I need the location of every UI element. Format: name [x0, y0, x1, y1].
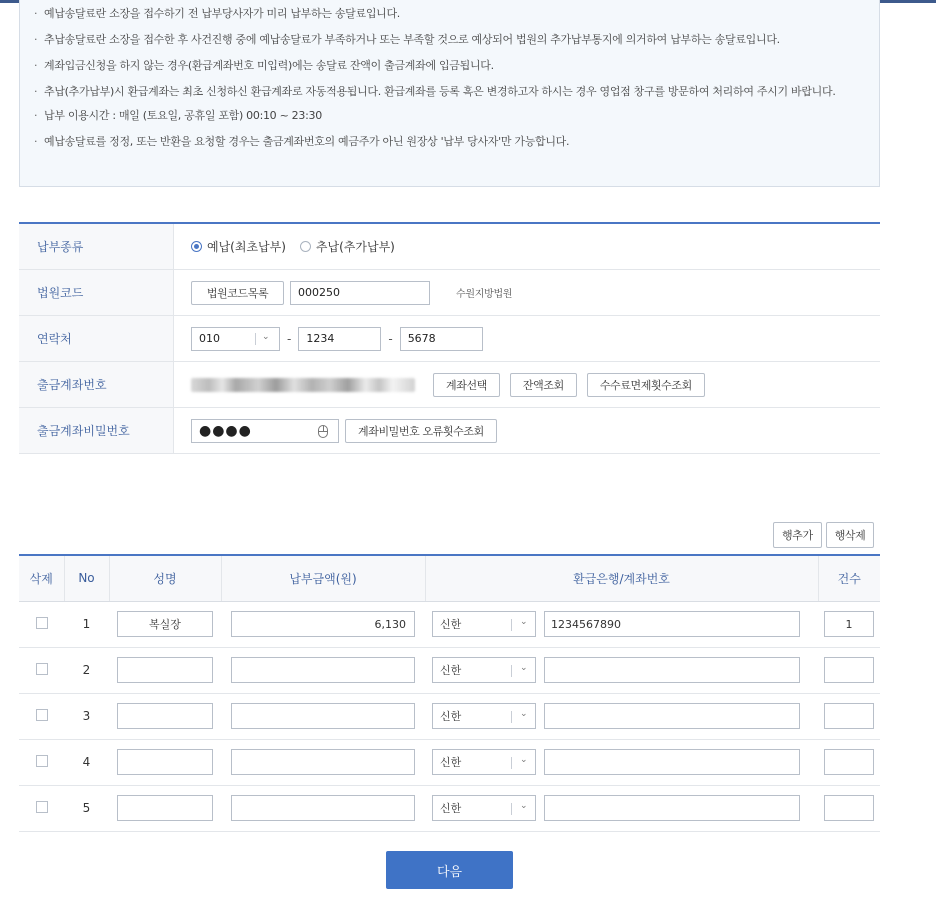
amount-input[interactable] — [231, 795, 415, 821]
bank-value: 신한 — [440, 710, 462, 723]
notice-box — [19, 0, 880, 187]
phone-dash: - — [287, 331, 292, 346]
radio-additional-pay[interactable] — [300, 238, 395, 255]
phone-middle-input[interactable]: 1234 — [298, 327, 381, 351]
row-action-buttons — [773, 522, 874, 548]
court-name: 수원지방법원 — [456, 289, 513, 300]
count-input[interactable]: 1 — [824, 611, 874, 637]
refund-account-input[interactable] — [544, 749, 800, 775]
select-divider — [511, 803, 512, 815]
payment-form — [19, 222, 880, 454]
chevron-down-icon: ⌄ — [520, 801, 528, 811]
name-input[interactable] — [117, 657, 213, 683]
add-row-button[interactable]: 행추가 — [773, 522, 822, 548]
form-row-account-password — [19, 408, 880, 454]
name-input[interactable] — [117, 703, 213, 729]
row-delete-checkbox[interactable] — [36, 801, 48, 813]
select-divider — [511, 757, 512, 769]
withdraw-account-label: 출금계좌번호 — [19, 362, 174, 407]
select-divider — [511, 711, 512, 723]
header-count: 건수 — [818, 555, 880, 601]
select-divider — [511, 665, 512, 677]
fee-exemption-button[interactable]: 수수료면제횟수조회 — [587, 373, 705, 397]
chevron-down-icon: ⌄ — [520, 755, 528, 765]
row-delete-checkbox[interactable] — [36, 663, 48, 675]
name-input[interactable] — [117, 749, 213, 775]
bank-value: 신한 — [440, 756, 462, 769]
notice-item: · 추납송달료란 소장을 접수한 후 사건진행 중에 예납송달료가 부족하거나 또는 부족할 것으로 예상되어 법원의 추가납부통지에 의거하여 납부하는 송달료입니다. — [34, 32, 879, 48]
form-row-payment-type — [19, 224, 880, 270]
password-error-count-button[interactable]: 계좌비밀번호 오류횟수조회 — [345, 419, 497, 443]
amount-input[interactable]: 6,130 — [231, 611, 415, 637]
row-delete-checkbox[interactable] — [36, 755, 48, 767]
chevron-down-icon: ⌄ — [520, 617, 528, 627]
bank-select[interactable] — [432, 657, 536, 683]
select-divider — [255, 333, 256, 345]
amount-input[interactable] — [231, 749, 415, 775]
table-row — [19, 693, 880, 739]
row-number: 4 — [64, 739, 109, 785]
bank-select[interactable] — [432, 795, 536, 821]
radio-prepay-label: 예납(최초납부) — [207, 240, 286, 254]
row-number: 2 — [64, 647, 109, 693]
notice-item: · 예납송달료란 소장을 접수하기 전 납부당사자가 미리 납부하는 송달료입니다. — [34, 6, 879, 22]
bank-select[interactable] — [432, 703, 536, 729]
chevron-down-icon: ⌄ — [262, 331, 270, 342]
chevron-down-icon: ⌄ — [520, 709, 528, 719]
bank-value: 신한 — [440, 802, 462, 815]
phone-dash: - — [388, 331, 393, 346]
radio-unselected-icon — [300, 241, 311, 252]
form-row-contact — [19, 316, 880, 362]
count-input[interactable] — [824, 657, 874, 683]
refund-account-input[interactable] — [544, 657, 800, 683]
select-divider — [511, 619, 512, 631]
payer-table — [19, 554, 880, 832]
table-row — [19, 647, 880, 693]
phone-prefix-select[interactable] — [191, 327, 280, 351]
notice-list — [20, 0, 879, 150]
radio-selected-icon — [191, 241, 202, 252]
delete-row-button[interactable]: 행삭제 — [826, 522, 875, 548]
name-input[interactable]: 복실장 — [117, 611, 213, 637]
header-no: No — [64, 555, 109, 601]
header-refund-account: 환급은행/계좌번호 — [425, 555, 818, 601]
row-delete-checkbox[interactable] — [36, 617, 48, 629]
radio-additional-label: 추납(추가납부) — [315, 240, 395, 254]
notice-item: · 계좌입금신청을 하지 않는 경우(환급계좌번호 미입력)에는 송달료 잔액이 출금계좌에 입금됩니다. — [34, 58, 879, 74]
form-row-court-code — [19, 270, 880, 316]
count-input[interactable] — [824, 795, 874, 821]
row-delete-checkbox[interactable] — [36, 709, 48, 721]
payment-type-label: 납부종류 — [19, 224, 174, 269]
court-code-list-button[interactable]: 법원코드목록 — [191, 281, 284, 305]
header-name: 성명 — [109, 555, 221, 601]
header-amount: 납부금액(원) — [221, 555, 425, 601]
phone-prefix-value: 010 — [199, 332, 220, 345]
form-row-withdraw-account — [19, 362, 880, 408]
name-input[interactable] — [117, 795, 213, 821]
account-password-label: 출금계좌비밀번호 — [19, 408, 174, 453]
table-row — [19, 785, 880, 831]
notice-item: · 납부 이용시간 : 매일 (토요일, 공휴일 포함) 00:10 ~ 23:30 — [34, 108, 879, 124]
row-number: 1 — [64, 601, 109, 647]
amount-input[interactable] — [231, 703, 415, 729]
court-code-label: 법원코드 — [19, 270, 174, 315]
table-header-row — [19, 555, 880, 601]
balance-inquiry-button[interactable]: 잔액조회 — [510, 373, 577, 397]
notice-item: · 추납(추가납부)시 환급계좌는 최초 신청하신 환급계좌로 자동적용됩니다. 환급계좌를 등록 혹은 변경하고자 하시는 경우 영업점 창구를 방문하여 처리하여 주시기 바랍니다. — [34, 84, 879, 100]
bank-select[interactable] — [432, 611, 536, 637]
bank-select[interactable] — [432, 749, 536, 775]
count-input[interactable] — [824, 749, 874, 775]
account-password-input[interactable] — [191, 419, 339, 443]
table-row — [19, 739, 880, 785]
blurred-account-number — [191, 378, 415, 392]
table-row — [19, 601, 880, 647]
virtual-keypad-icon[interactable] — [318, 425, 328, 438]
refund-account-input[interactable]: 1234567890 — [544, 611, 800, 637]
row-number: 3 — [64, 693, 109, 739]
next-button[interactable]: 다음 — [386, 851, 513, 889]
header-delete: 삭제 — [19, 555, 64, 601]
court-code-input[interactable]: 000250 — [290, 281, 430, 305]
refund-account-input[interactable] — [544, 703, 800, 729]
phone-last-input[interactable]: 5678 — [400, 327, 483, 351]
notice-item: · 예납송달료를 정정, 또는 반환을 요청할 경우는 출금계좌번호의 예금주가 아닌 원장상 '납부 당사자'만 가능합니다. — [34, 134, 879, 150]
contact-label: 연락처 — [19, 316, 174, 361]
row-number: 5 — [64, 785, 109, 831]
refund-account-input[interactable] — [544, 795, 800, 821]
password-mask: ●●●● — [199, 422, 252, 439]
radio-prepay[interactable] — [191, 238, 286, 255]
bank-value: 신한 — [440, 664, 462, 677]
amount-input[interactable] — [231, 657, 415, 683]
bank-value: 신한 — [440, 618, 462, 631]
account-select-button[interactable]: 계좌선택 — [433, 373, 500, 397]
count-input[interactable] — [824, 703, 874, 729]
chevron-down-icon: ⌄ — [520, 663, 528, 673]
